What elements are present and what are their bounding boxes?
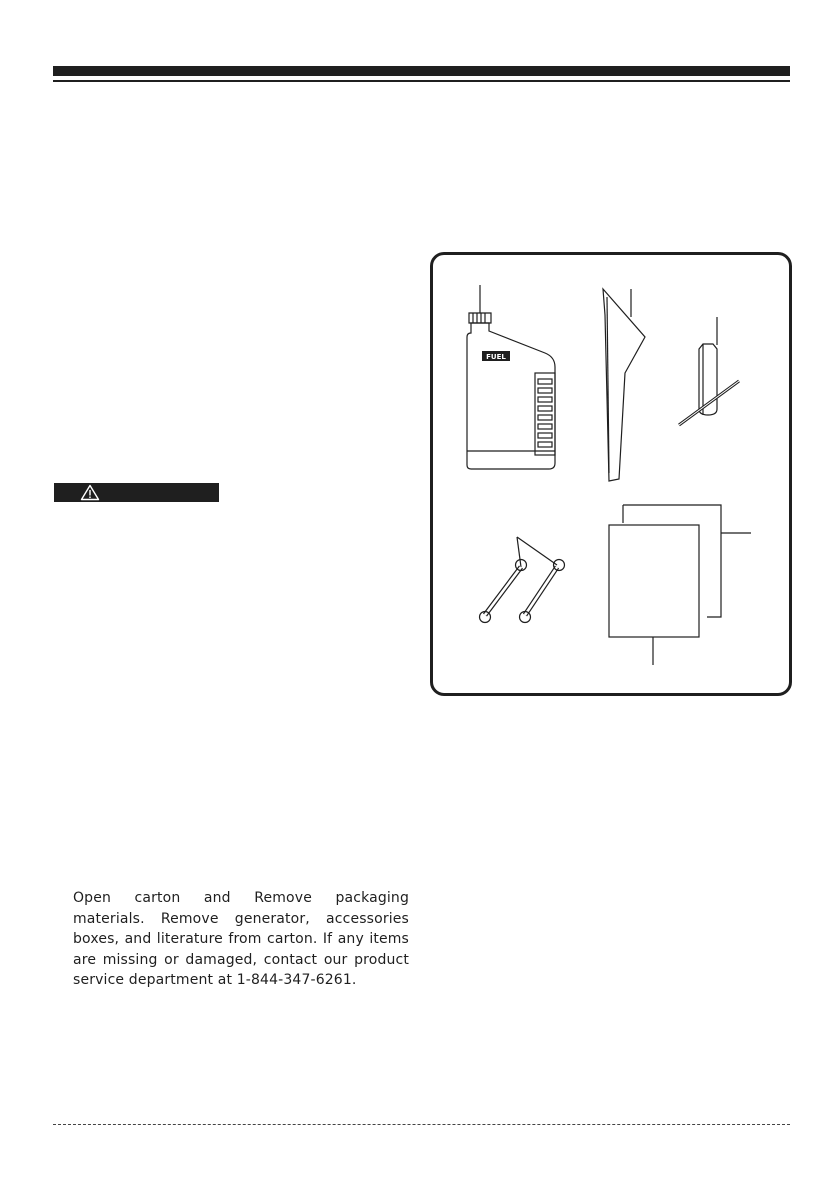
spark-plug-wrench-icon [679, 317, 739, 425]
warning-triangle-icon [80, 484, 100, 501]
oil-funnel-icon [603, 289, 645, 481]
package-contents-panel [430, 252, 792, 696]
footer-dashed-rule [53, 1124, 790, 1125]
package-contents-illustration [433, 255, 789, 693]
oil-bottle-icon [467, 285, 555, 469]
open-end-wrenches-icon [480, 537, 565, 623]
unpacking-instructions: Open carton and Remove packaging materials. Remove generator, accessories boxes, and literature from carton. If any items are missing or damaged, contact our product service department at 1-844-347-6261. [73, 890, 409, 989]
header-rule-thin [53, 80, 790, 82]
oil-bottle-label [482, 351, 510, 361]
oil-bottle-brand-text: FUEL [486, 353, 506, 361]
header-rule-thick [53, 66, 790, 76]
manual-documents-icon [609, 505, 751, 665]
warning-banner [54, 483, 219, 502]
